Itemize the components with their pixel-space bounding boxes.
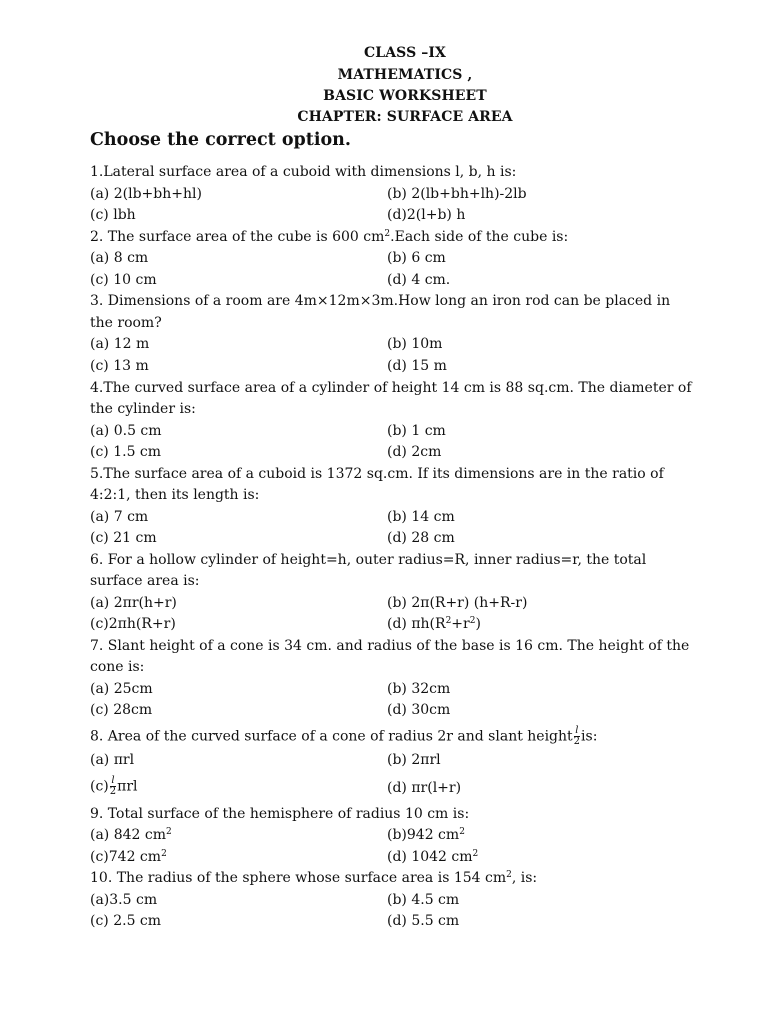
question-8-text <box>90 726 597 747</box>
question-7-text-line1: 7. Slant height of a cone is 34 cm. and radius of the base is 16 cm. The height of the <box>90 638 690 654</box>
q9-option-d-sup: 2 <box>472 849 479 859</box>
q7-option-b: (b) 32cm <box>387 681 451 697</box>
q8-option-a: (a) πrl <box>90 752 135 768</box>
q9-option-b-sup: 2 <box>459 827 465 837</box>
question-7-text-line2: cone is: <box>90 659 145 675</box>
q2-option-a: (a) 8 cm <box>90 250 149 266</box>
q6-option-d-mid: +r <box>451 616 470 632</box>
chapter-heading: CHAPTER: SURFACE AREA <box>297 109 513 125</box>
question-6-text-line2: surface area is: <box>90 573 200 589</box>
q7-option-a: (a) 25cm <box>90 681 153 697</box>
q6-option-d-sup2: 2 <box>469 616 476 626</box>
q9-option-c-sup: 2 <box>161 849 167 859</box>
q1-option-b: (b) 2(lb+bh+lh)-2lb <box>387 186 527 202</box>
q5-option-c: (c) 21 cm <box>90 530 157 546</box>
q6-option-a: (a) 2πr(h+r) <box>90 595 177 611</box>
q2-option-c: (c) 10 cm <box>90 272 157 288</box>
subject-heading: MATHEMATICS , <box>337 67 473 83</box>
q10-text-pre: 10. The radius of the sphere whose surface area is 154 cm <box>90 870 507 886</box>
q3-option-d: (d) 15 m <box>387 358 447 374</box>
q8-fraction-denominator: 2 <box>573 736 581 747</box>
q6-option-d <box>387 614 481 634</box>
question-4-text-line1: 4.The curved surface area of a cylinder of height 14 cm is 88 sq.cm. The diameter of <box>90 380 692 396</box>
class-heading: CLASS –IX <box>364 45 446 61</box>
q8-option-c <box>90 776 138 797</box>
q2-option-b: (b) 6 cm <box>387 250 446 266</box>
q3-option-c: (c) 13 m <box>90 358 149 374</box>
q8-option-c-pre: (c) <box>90 778 109 795</box>
q7-option-d: (d) 30cm <box>387 702 451 718</box>
question-5-text-line1: 5.The surface area of a cuboid is 1372 sq.cm. If its dimensions are in the ratio of <box>90 466 664 482</box>
q4-option-c: (c) 1.5 cm <box>90 444 162 460</box>
worksheet-heading: BASIC WORKSHEET <box>323 88 487 104</box>
q1-option-d: (d)2(l+b) h <box>387 207 466 223</box>
q9-option-d-text: (d) 1042 cm <box>387 849 473 865</box>
q8-text-pre: 8. Area of the curved surface of a cone of radius 2r and slant height <box>90 728 573 745</box>
q5-option-d: (d) 28 cm <box>387 530 455 546</box>
question-4-text-line2: the cylinder is: <box>90 401 196 417</box>
q10-option-d: (d) 5.5 cm <box>387 913 460 929</box>
q9-option-c-text: (c)742 cm <box>90 849 162 865</box>
instruction-heading: Choose the correct option. <box>90 130 351 150</box>
question-6-text-line1: 6. For a hollow cylinder of height=h, outer radius=R, inner radius=r, the total <box>90 552 647 568</box>
q4-option-a: (a) 0.5 cm <box>90 423 162 439</box>
q9-option-d <box>387 847 478 867</box>
q8-option-c-post: πrl <box>117 778 138 795</box>
question-3-text-line1: 3. Dimensions of a room are 4m×12m×3m.How long an iron rod can be placed in <box>90 293 671 309</box>
q10-text-sup: 2 <box>506 870 512 880</box>
q3-option-a: (a) 12 m <box>90 336 150 352</box>
question-2-text <box>90 227 568 247</box>
q5-option-b: (b) 14 cm <box>387 509 455 525</box>
q9-option-b-text: (b)942 cm <box>387 827 460 843</box>
q4-option-b: (b) 1 cm <box>387 423 446 439</box>
q10-option-b: (b) 4.5 cm <box>387 892 460 908</box>
q7-option-c: (c) 28cm <box>90 702 153 718</box>
q3-option-b: (b) 10m <box>387 336 443 352</box>
q8-option-d: (d) πr(l+r) <box>387 780 462 796</box>
q9-option-c <box>90 847 167 867</box>
q6-option-c: (c)2πh(R+r) <box>90 616 176 632</box>
q6-option-b: (b) 2π(R+r) (h+R-r) <box>387 595 528 611</box>
q9-option-a-text: (a) 842 cm <box>90 827 167 843</box>
q5-option-a: (a) 7 cm <box>90 509 149 525</box>
q2-option-d: (d) 4 cm. <box>387 272 451 288</box>
q10-text-post: , is: <box>511 870 538 886</box>
q9-option-b <box>387 825 465 845</box>
q2-text-post: .Each side of the cube is: <box>390 229 569 245</box>
q8-option-c-denominator: 2 <box>109 786 117 797</box>
q8-option-b: (b) 2πrl <box>387 752 441 768</box>
q6-option-d-sup1: 2 <box>445 616 452 626</box>
q6-option-d-pre: (d) πh(R <box>387 616 446 632</box>
q9-option-a-sup: 2 <box>166 827 172 837</box>
question-3-text-line2: the room? <box>90 315 162 331</box>
q4-option-d: (d) 2cm <box>387 444 442 460</box>
q8-fraction <box>574 726 580 747</box>
q1-option-c: (c) lbh <box>90 207 136 223</box>
q8-option-c-fraction <box>110 776 116 797</box>
q1-option-a: (a) 2(lb+bh+hl) <box>90 186 202 202</box>
q9-option-a <box>90 825 172 845</box>
q8-fraction-numerator: l <box>575 725 579 736</box>
question-1-text: 1.Lateral surface area of a cuboid with dimensions l, b, h is: <box>90 164 517 180</box>
question-5-text-line2: 4:2:1, then its length is: <box>90 487 260 503</box>
q10-option-a: (a)3.5 cm <box>90 892 158 908</box>
q2-text-sup: 2 <box>384 229 391 239</box>
q2-text-pre: 2. The surface area of the cube is 600 cm <box>90 229 385 245</box>
q6-option-d-post: ) <box>475 616 481 632</box>
q10-option-c: (c) 2.5 cm <box>90 913 162 929</box>
q8-text-post: is: <box>581 728 598 745</box>
question-10-text <box>90 868 537 888</box>
question-9-text: 9. Total surface of the hemisphere of radius 10 cm is: <box>90 806 470 822</box>
q8-option-c-numerator: l <box>111 775 115 786</box>
